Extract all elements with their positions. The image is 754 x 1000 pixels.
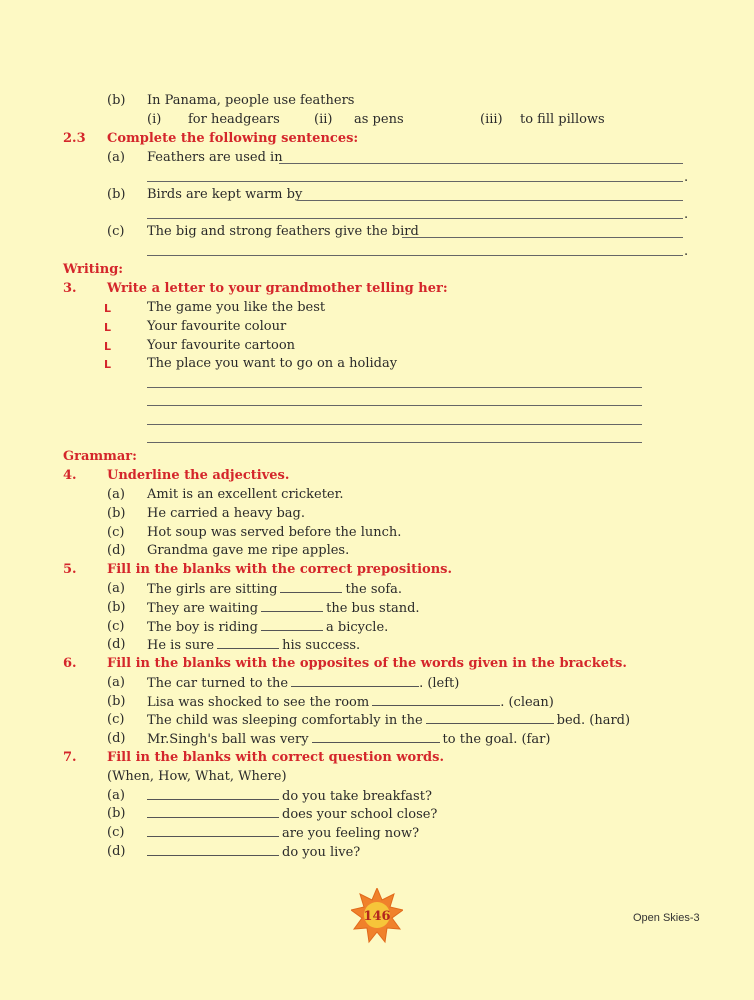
item-label: (a) xyxy=(107,581,125,596)
fill-sentence xyxy=(147,730,550,749)
option-num: (ii) xyxy=(314,112,333,127)
answer-blank[interactable] xyxy=(261,599,323,612)
item-label: (b) xyxy=(107,187,126,202)
sentence-after: a bicycle. xyxy=(326,620,389,635)
option-num: (i) xyxy=(147,112,162,127)
item-label: (a) xyxy=(107,487,125,502)
item-label: (b) xyxy=(107,506,126,521)
question-title: Complete the following sentences: xyxy=(107,131,359,146)
fill-sentence xyxy=(147,599,420,618)
writing-line[interactable] xyxy=(147,387,642,388)
bullet-icon: L xyxy=(104,302,112,315)
answer-blank[interactable] xyxy=(147,805,279,818)
fill-sentence xyxy=(147,843,360,862)
item-label: (d) xyxy=(107,637,126,652)
word-hint: (When, How, What, Where) xyxy=(107,769,287,784)
item-label: (d) xyxy=(107,543,126,558)
page-number: 146 xyxy=(363,909,391,924)
answer-line[interactable] xyxy=(147,255,683,256)
fill-sentence xyxy=(147,580,402,599)
sentence-text: Feathers are used in xyxy=(147,150,283,165)
item-label: (c) xyxy=(107,712,125,727)
full-stop: . xyxy=(684,170,689,185)
sentence-after: to the goal. (far) xyxy=(442,732,551,747)
sentence-text: The big and strong feathers give the bird xyxy=(147,224,419,239)
item-label: (a) xyxy=(107,150,125,165)
question-title: Underline the adjectives. xyxy=(107,468,290,483)
answer-blank[interactable] xyxy=(147,787,279,800)
sentence-before: They are waiting xyxy=(147,601,259,616)
sentence-after: the sofa. xyxy=(345,582,403,597)
answer-blank[interactable] xyxy=(147,843,279,856)
answer-line[interactable] xyxy=(147,181,683,182)
question-number: 7. xyxy=(63,750,77,765)
writing-line[interactable] xyxy=(147,405,642,406)
option-text: to fill pillows xyxy=(520,112,605,127)
answer-blank[interactable] xyxy=(217,636,279,649)
question-number: 6. xyxy=(63,656,77,671)
item-label: (c) xyxy=(107,224,125,239)
bullet-icon: L xyxy=(104,358,112,371)
bullet-text: Your favourite colour xyxy=(147,319,287,334)
item-label: (d) xyxy=(107,844,126,859)
bullet-icon: L xyxy=(104,321,112,334)
writing-line[interactable] xyxy=(147,442,642,443)
answer-line[interactable] xyxy=(147,218,683,219)
item-label: (c) xyxy=(107,825,125,840)
question-title: Write a letter to your grandmother telling her: xyxy=(107,281,448,296)
section-heading: Writing: xyxy=(63,262,124,277)
sentence-before: Lisa was shocked to see the room xyxy=(147,695,370,710)
answer-blank[interactable] xyxy=(291,674,419,687)
fill-sentence xyxy=(147,618,388,637)
answer-blank[interactable] xyxy=(280,580,342,593)
answer-blank[interactable] xyxy=(147,824,279,837)
sentence-text[interactable]: Hot soup was served before the lunch. xyxy=(147,525,402,540)
sentence-before: The boy is riding xyxy=(147,620,259,635)
sentence-before: He is sure xyxy=(147,638,215,653)
sentence-after: bed. (hard) xyxy=(556,713,631,728)
question-number: 3. xyxy=(63,281,77,296)
question-number: 4. xyxy=(63,468,77,483)
sentence-after: do you take breakfast? xyxy=(282,789,432,804)
bullet-icon: L xyxy=(104,340,112,353)
fill-sentence xyxy=(147,674,459,693)
option-text: as pens xyxy=(354,112,404,127)
sentence-after: . (clean) xyxy=(500,695,554,710)
fill-sentence xyxy=(147,636,360,655)
answer-blank[interactable] xyxy=(426,711,554,724)
item-label: (a) xyxy=(107,675,125,690)
section-heading: Grammar: xyxy=(63,449,137,464)
page-number-star-icon xyxy=(351,888,403,944)
item-label: (b) xyxy=(107,806,126,821)
question-title: Fill in the blanks with the opposites of the words given in the brackets. xyxy=(107,656,627,671)
answer-blank[interactable] xyxy=(372,693,500,706)
item-label: (b) xyxy=(107,600,126,615)
sentence-after: his success. xyxy=(282,638,361,653)
full-stop: . xyxy=(684,244,689,259)
sentence-text[interactable]: He carried a heavy bag. xyxy=(147,506,305,521)
question-title: Fill in the blanks with correct question words. xyxy=(107,750,444,765)
item-label: (c) xyxy=(107,619,125,634)
question-title: Fill in the blanks with the correct prepositions. xyxy=(107,562,453,577)
book-title: Open Skies-3 xyxy=(633,912,700,924)
option-num: (iii) xyxy=(480,112,503,127)
item-label: (d) xyxy=(107,731,126,746)
answer-line[interactable] xyxy=(297,200,683,201)
item-label: (b) xyxy=(107,93,126,108)
item-label: (b) xyxy=(107,694,126,709)
sentence-after: are you feeling now? xyxy=(282,826,420,841)
sentence-after: does your school close? xyxy=(282,807,438,822)
fill-sentence xyxy=(147,805,437,824)
sentence-text[interactable]: Grandma gave me ripe apples. xyxy=(147,543,350,558)
option-text: for headgears xyxy=(188,112,280,127)
answer-blank[interactable] xyxy=(312,730,440,743)
item-label: (c) xyxy=(107,525,125,540)
sentence-after: . (left) xyxy=(419,676,460,691)
fill-sentence xyxy=(147,693,554,712)
fill-sentence xyxy=(147,711,630,730)
sentence-before: Mr.Singh's ball was very xyxy=(147,732,309,747)
answer-blank[interactable] xyxy=(261,618,323,631)
bullet-text: The game you like the best xyxy=(147,300,326,315)
sentence-text: Birds are kept warm by xyxy=(147,187,303,202)
answer-line[interactable] xyxy=(279,163,683,164)
writing-line[interactable] xyxy=(147,424,642,425)
sentence-before: The car turned to the xyxy=(147,676,289,691)
question-number: 2.3 xyxy=(63,131,86,146)
sentence-after: the bus stand. xyxy=(326,601,420,616)
bullet-text: Your favourite cartoon xyxy=(147,338,296,353)
sentence-before: The girls are sitting xyxy=(147,582,278,597)
fill-sentence xyxy=(147,787,432,806)
full-stop: . xyxy=(684,207,689,222)
sentence-before: The child was sleeping comfortably in the xyxy=(147,713,423,728)
sentence-after: do you live? xyxy=(282,845,361,860)
sentence-text[interactable]: Amit is an excellent cricketer. xyxy=(147,487,344,502)
fill-sentence xyxy=(147,824,419,843)
question-number: 5. xyxy=(63,562,77,577)
question-text: In Panama, people use feathers xyxy=(147,93,355,108)
bullet-text: The place you want to go on a holiday xyxy=(147,356,398,371)
answer-line[interactable] xyxy=(402,237,683,238)
item-label: (a) xyxy=(107,788,125,803)
